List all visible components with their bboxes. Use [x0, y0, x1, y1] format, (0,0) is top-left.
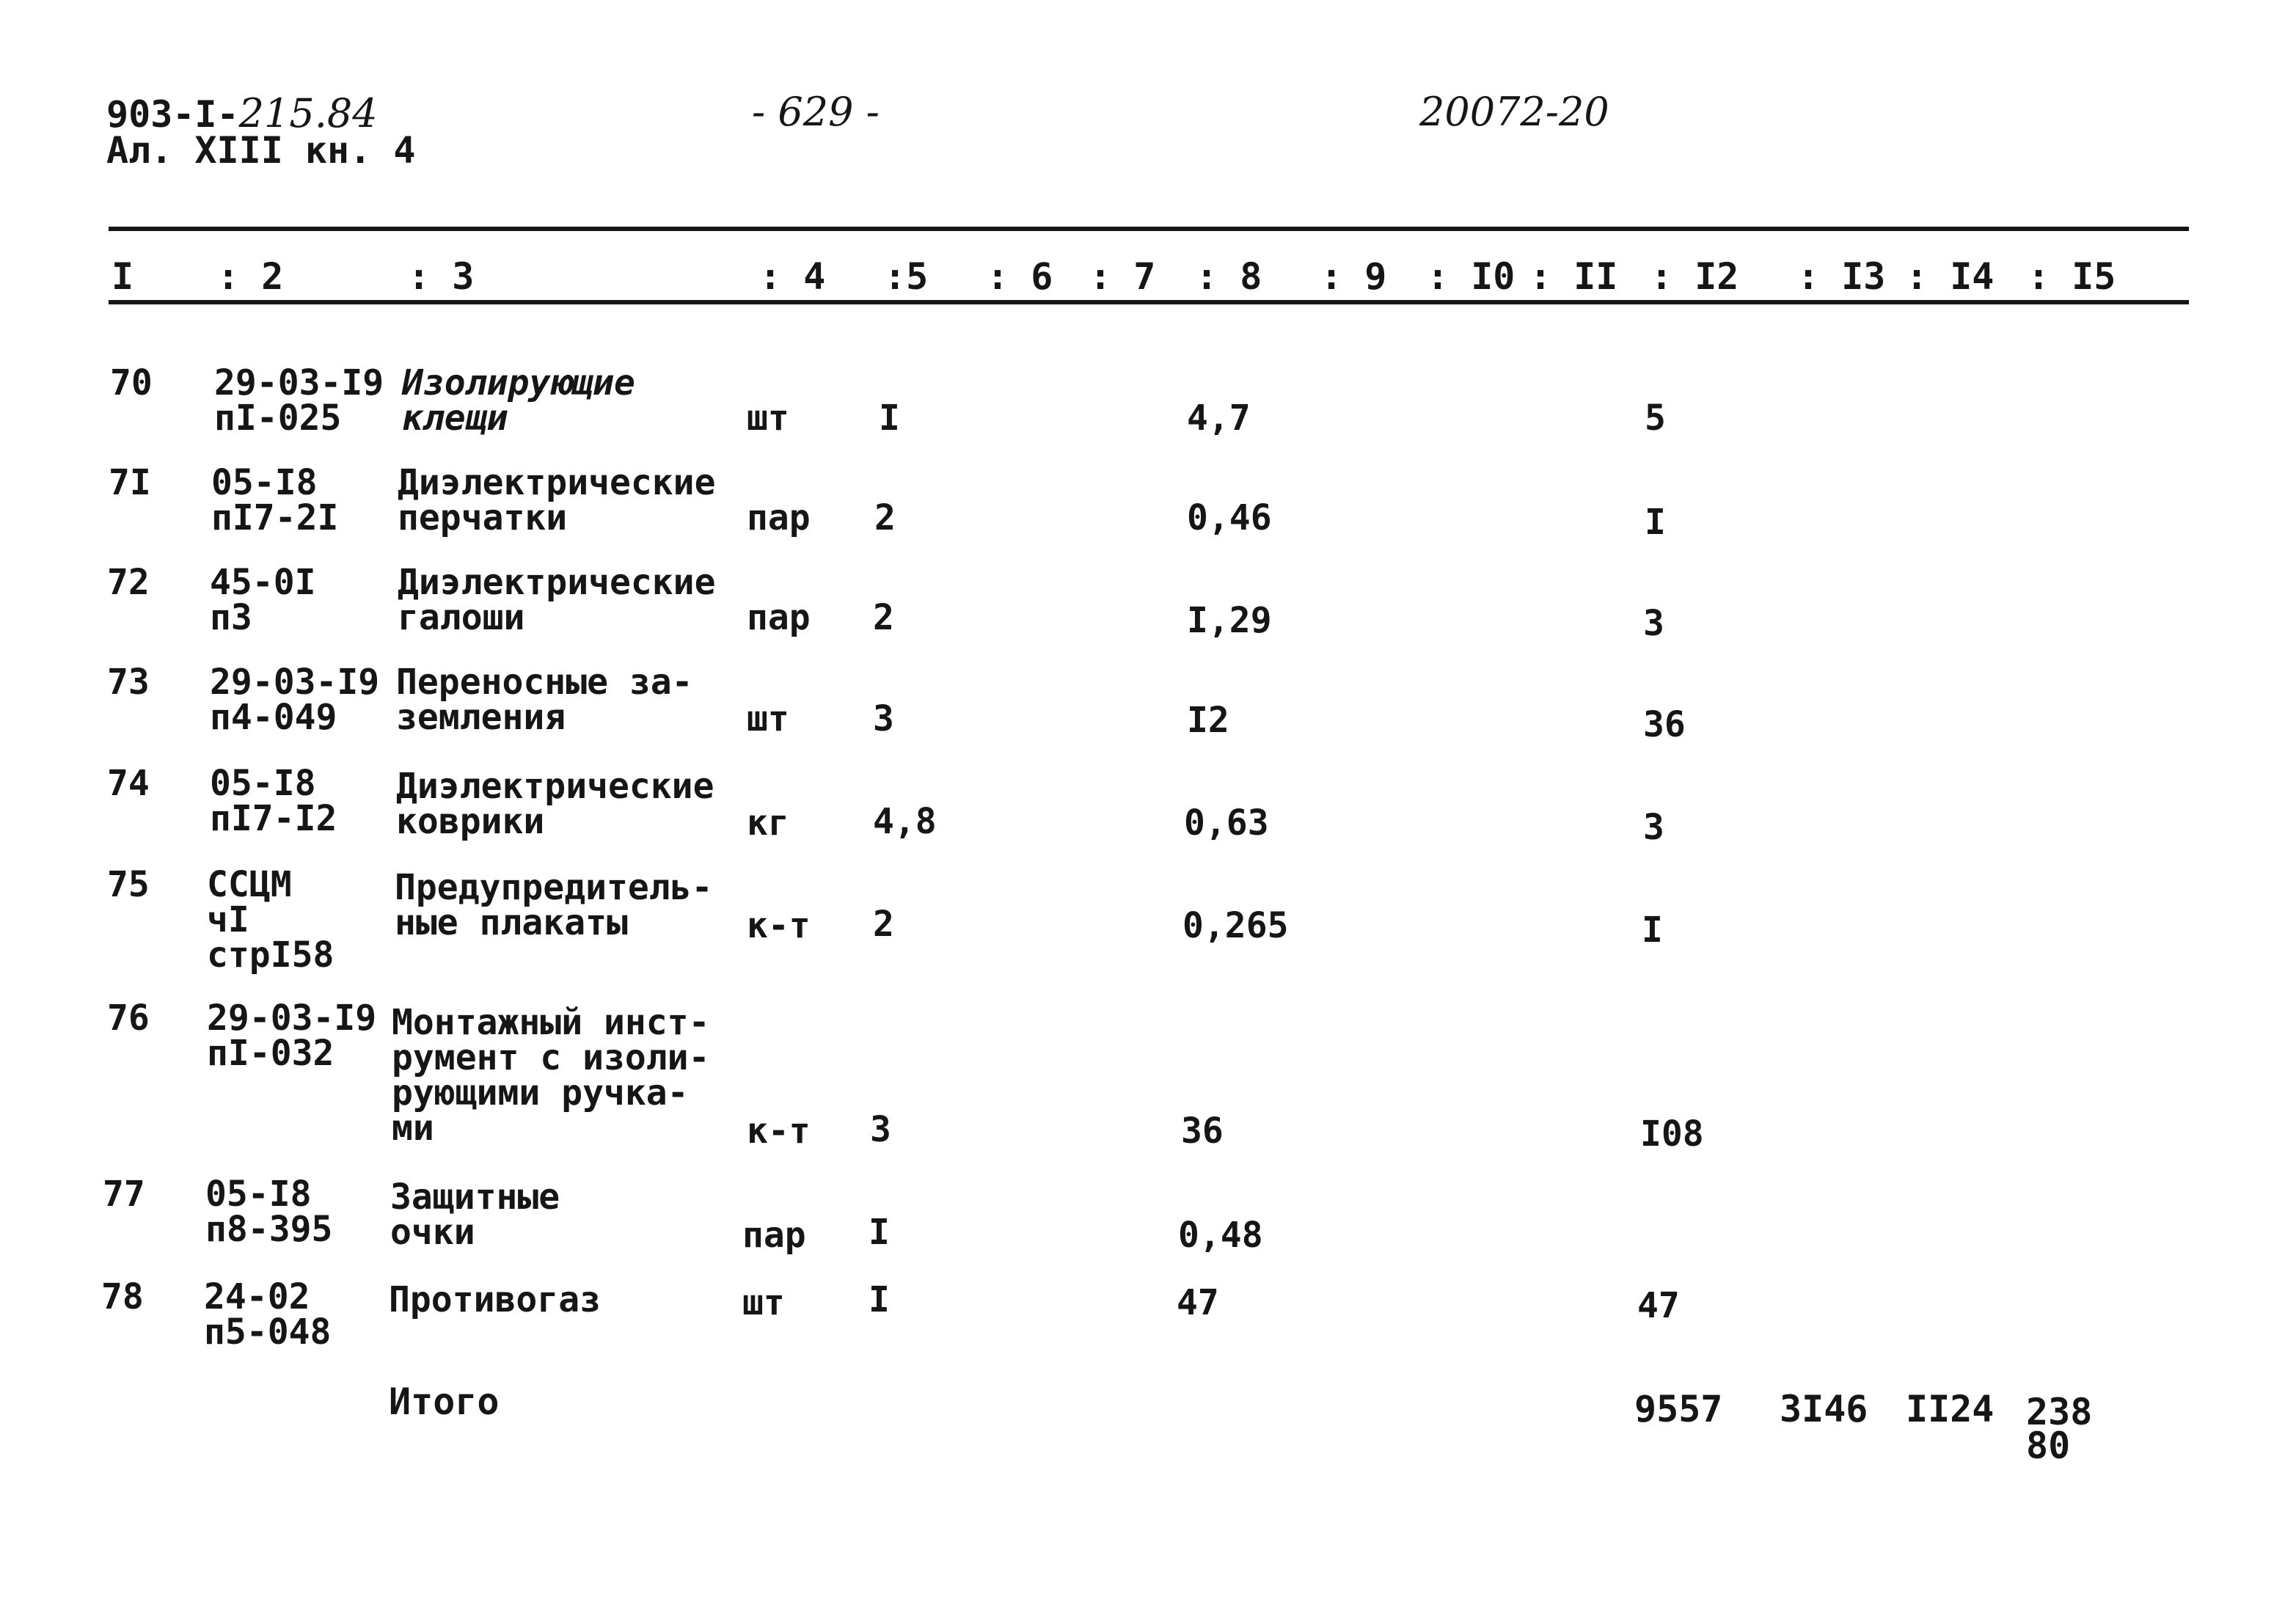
item-code: 29-03-I9 п4-049 [210, 662, 380, 738]
total-cost: I08 [1640, 1113, 1704, 1155]
unit-price: I2 [1187, 700, 1229, 741]
document-code-prefix: 903-I- [106, 93, 239, 136]
quantity: 2 [874, 497, 896, 538]
item-code: 24-02 п5-048 [204, 1276, 332, 1353]
table-top-rule [109, 227, 2189, 231]
total-cost: 5 [1645, 398, 1666, 439]
unit: шт [747, 398, 789, 439]
unit: шт [747, 698, 789, 739]
unit-price: 36 [1181, 1111, 1224, 1152]
unit-price: I,29 [1187, 600, 1272, 641]
column-header-10: : I0 [1427, 255, 1516, 298]
total-cost: 47 [1637, 1285, 1680, 1326]
document-code-suffix: 215.84 [238, 90, 378, 136]
unit-price: 47 [1177, 1282, 1219, 1323]
total-cost: 36 [1643, 704, 1686, 745]
unit: к-т [747, 905, 811, 946]
document-code [106, 90, 378, 136]
row-number: 76 [107, 998, 150, 1039]
item-code: 45-0I п3 [210, 562, 316, 638]
column-header-5: :5 [884, 255, 929, 298]
quantity: 2 [873, 904, 894, 945]
unit: к-т [747, 1111, 811, 1152]
item-name: Переносные за- земления [396, 662, 693, 738]
item-code: 29-03-I9 пI-032 [207, 998, 377, 1074]
column-header-15: : I5 [2028, 255, 2116, 298]
unit: пар [742, 1215, 806, 1256]
quantity: 4,8 [873, 801, 937, 842]
album-line: Ал. XIII кн. 4 [106, 129, 416, 172]
unit: пар [747, 497, 811, 538]
unit: шт [742, 1282, 785, 1323]
item-name: Монтажный инст- румент с изоли- рующими ручка- ми [392, 1002, 710, 1149]
column-header-13: : I3 [1797, 255, 1886, 298]
item-code: 29-03-I9 пI-025 [214, 362, 384, 439]
item-name: Диэлектрические перчатки [398, 462, 716, 538]
column-header-2: : 2 [217, 255, 284, 298]
page-number: - 629 - [752, 89, 880, 135]
row-number: 75 [107, 864, 150, 905]
unit-price: 0,46 [1187, 497, 1272, 538]
summary-col-15-line-1: 238 [2026, 1391, 2093, 1433]
quantity: I [869, 1212, 890, 1253]
summary-col-15-line-2: 80 [2026, 1424, 2071, 1467]
column-header-9: : 9 [1320, 255, 1387, 298]
row-number: 78 [101, 1276, 144, 1317]
item-code: 05-I8 п8-395 [205, 1174, 333, 1250]
unit: пар [747, 597, 811, 638]
column-header-3: : 3 [408, 255, 475, 298]
column-header-7: : 7 [1089, 255, 1156, 298]
unit: кг [747, 802, 789, 844]
summary-col-14: II24 [1906, 1388, 1995, 1430]
column-header-12: : I2 [1650, 255, 1739, 298]
column-header-6: : 6 [987, 255, 1053, 298]
row-number: 77 [103, 1174, 145, 1215]
quantity: 2 [873, 597, 894, 638]
item-code: 05-I8 пI7-2I [211, 462, 339, 538]
summary-label: Итого [389, 1380, 500, 1423]
total-cost: I [1645, 502, 1666, 543]
total-cost: 3 [1643, 807, 1664, 848]
column-header-8: : 8 [1196, 255, 1262, 298]
item-name: Диэлектрические галоши [398, 562, 716, 638]
item-name: Изолирующие клещи [402, 362, 635, 439]
column-header-11: : II [1529, 255, 1618, 298]
unit-price: 0,63 [1184, 802, 1269, 844]
column-header-1: I [111, 255, 134, 298]
total-cost: I [1642, 910, 1663, 951]
row-number: 70 [110, 362, 153, 403]
summary-col-13: 3I46 [1780, 1388, 1868, 1430]
item-code: ССЦМ чI стрI58 [207, 864, 334, 976]
column-header-rule [109, 300, 2189, 304]
item-name: Предупредитель- ные плакаты [395, 867, 713, 943]
quantity: I [879, 398, 900, 439]
total-cost: 3 [1643, 603, 1664, 644]
row-number: 74 [107, 763, 150, 804]
quantity: 3 [870, 1109, 891, 1150]
summary-col-12: 9557 [1634, 1388, 1723, 1430]
row-number: 7I [109, 462, 151, 503]
row-number: 72 [107, 562, 150, 603]
item-name: Диэлектрические коврики [396, 766, 714, 842]
row-number: 73 [107, 662, 150, 703]
unit-price: 4,7 [1187, 398, 1251, 439]
column-header-4: : 4 [759, 255, 826, 298]
quantity: 3 [873, 698, 894, 739]
sheet-code: 20072-20 [1419, 89, 1609, 135]
quantity: I [869, 1279, 890, 1320]
column-header-14: : I4 [1906, 255, 1995, 298]
item-name: Противогаз [389, 1279, 601, 1320]
unit-price: 0,265 [1182, 905, 1289, 946]
item-code: 05-I8 пI7-I2 [210, 763, 337, 839]
item-name: Защитные очки [390, 1177, 560, 1253]
unit-price: 0,48 [1178, 1215, 1263, 1256]
